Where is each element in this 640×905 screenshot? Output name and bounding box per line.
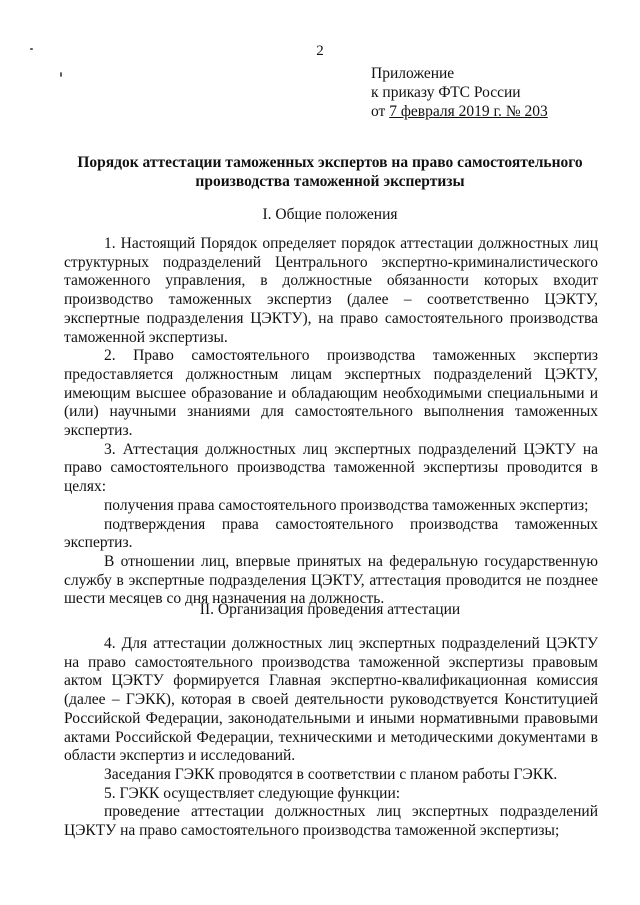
paragraph: 2. Право самостоятельного производства таможенных экспертиз предоставляется должностным лицам экспертных подразделений ЦЭКТУ, имеющим высшее образование и обладающим необходимыми специальными и (или) научными знаниями для самостоятельного выполнения таможенных экспертиз. xyxy=(64,347,598,440)
paragraph: Заседания ГЭКК проводятся в соответствии с планом работы ГЭКК. xyxy=(104,765,558,783)
page-number: 2 xyxy=(316,43,324,59)
paragraph: 4. Для аттестации должностных лиц экспертных подразделений ЦЭКТУ на право самостоятельного производства таможенной экспертизы правовым актом ЦЭКТУ формируется Главная экспертно-квалификационная комиссия (далее – ГЭКК), которая в своей деятельности руководствуется Конституцией Российской Федерации, законодательными и иными нормативными правовыми актами Российской Федерации, техническими и методическими документами в области экспертиз и исследований. xyxy=(64,635,598,765)
section-body xyxy=(64,635,598,841)
appendix-number-sign: № xyxy=(501,103,525,120)
paragraph: получения права самостоятельного производства таможенных экспертиз; xyxy=(104,496,589,514)
appendix-order-ref: к приказу ФТС России xyxy=(371,84,521,101)
paragraph: проведение аттестации должностных лиц экспертных подразделений ЦЭКТУ на право самостоятельного производства таможенной экспертизы; xyxy=(64,803,598,840)
section-body xyxy=(64,235,598,609)
section-heading: I. Общие положения xyxy=(262,206,398,223)
appendix-date-line xyxy=(371,102,621,121)
document-title xyxy=(60,153,600,191)
paragraph: 1. Настоящий Порядок определяет порядок аттестации должностных лиц структурных подразделений Центрального экспертно-криминалистического таможенного управления, в должностные обязанности которых входит производство таможенных экспертиз (далее – соответственно ЦЭКТУ, экспертные подразделения ЦЭКТУ), на право самостоятельного производства таможенной экспертизы. xyxy=(64,235,598,346)
paragraph: 5. ГЭКК осуществляет следующие функции: xyxy=(104,784,401,802)
scan-speck xyxy=(60,72,62,77)
document-title-line: производства таможенной экспертизы xyxy=(195,173,465,190)
appendix-block xyxy=(371,64,621,121)
paragraph: В отношении лиц, впервые принятых на федеральную государственную службу в экспертные подразделения ЦЭКТУ, аттестация проводится не позднее шести месяцев со дня назначения на должность. xyxy=(64,552,598,608)
appendix-date-prefix: от xyxy=(371,103,390,120)
document-title-line: Порядок аттестации таможенных экспертов на право самостоятельного xyxy=(77,154,583,171)
appendix-order-number: 203 xyxy=(524,103,548,120)
section-heading: II. Организация проведения аттестации xyxy=(199,601,461,618)
paragraph: 3. Аттестация должностных лиц экспертных подразделений ЦЭКТУ на право самостоятельного производства таможенной экспертизы проводится в целях: xyxy=(64,440,598,496)
appendix-label: Приложение xyxy=(371,65,455,82)
paragraph: подтверждения права самостоятельного производства таможенных экспертиз. xyxy=(64,515,598,552)
appendix-date: 7 февраля 2019 г. xyxy=(389,103,502,120)
